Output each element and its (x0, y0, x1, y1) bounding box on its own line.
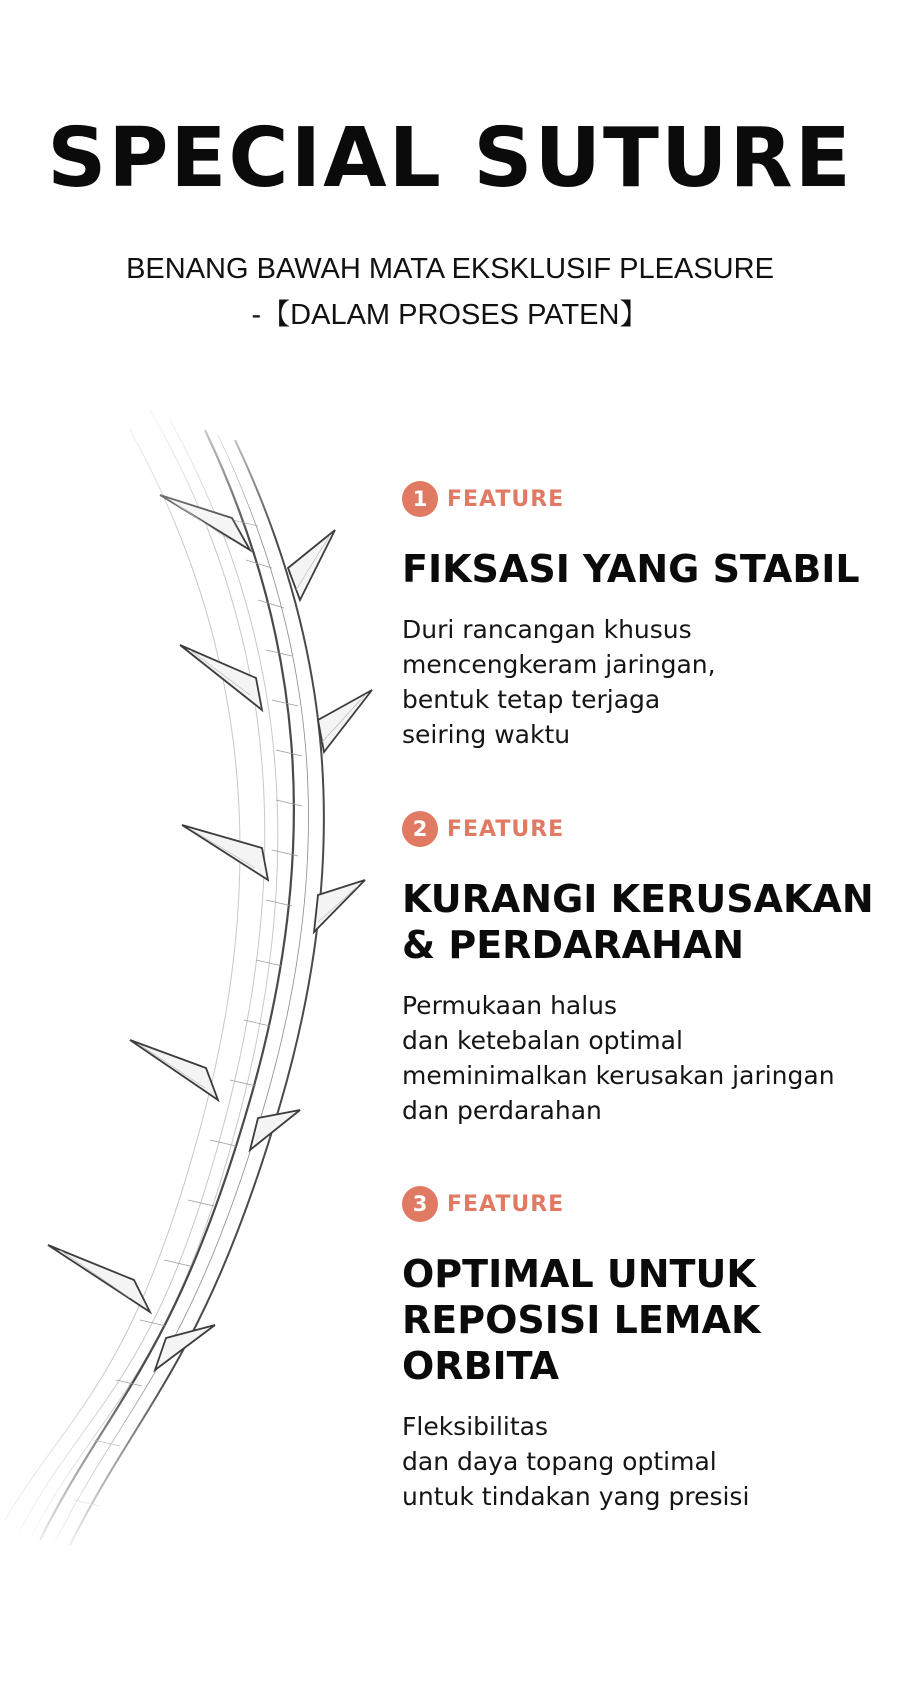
feature-description-line: Duri rancangan khusus (402, 615, 692, 644)
feature-tag (402, 810, 882, 848)
feature-heading (402, 1251, 882, 1389)
feature-label: FEATURE (447, 1191, 565, 1217)
page-subtitle (0, 246, 900, 338)
feature-heading-line: & PERDARAHAN (402, 923, 745, 967)
feature-description-line: mencengkeram jaringan, (402, 650, 716, 679)
feature-tag (402, 1185, 882, 1223)
feature-description (402, 988, 882, 1128)
feature-description-line: Fleksibilitas (402, 1412, 549, 1441)
feature-item-3 (402, 1185, 882, 1514)
feature-description-line: dan daya topang optimal (402, 1447, 717, 1476)
feature-description-line: Permukaan halus (402, 991, 618, 1020)
feature-heading-line: ORBITA (402, 1344, 560, 1388)
feature-label: FEATURE (447, 486, 565, 512)
feature-description-line: meminimalkan kerusakan jaringan (402, 1061, 835, 1090)
feature-number-badge: 3 (402, 1186, 438, 1222)
feature-description-line: bentuk tetap terjaga (402, 685, 661, 714)
feature-description-line: seiring waktu (402, 720, 571, 749)
feature-description (402, 1409, 882, 1514)
subtitle-line-1: BENANG BAWAH MATA EKSKLUSIF PLEASURE (126, 253, 774, 285)
feature-number-badge: 1 (402, 481, 438, 517)
feature-heading-line: KURANGI KERUSAKAN (402, 877, 874, 921)
feature-tag (402, 480, 882, 518)
feature-description-line: dan perdarahan (402, 1096, 602, 1125)
feature-heading-line: OPTIMAL UNTUK (402, 1252, 756, 1296)
feature-label: FEATURE (447, 816, 565, 842)
feature-number-badge: 2 (402, 811, 438, 847)
feature-description (402, 612, 882, 752)
feature-heading-line: FIKSASI YANG STABIL (402, 547, 860, 591)
feature-description-line: untuk tindakan yang presisi (402, 1482, 750, 1511)
page-title: SPECIAL SUTURE (47, 111, 853, 206)
feature-heading (402, 876, 882, 968)
feature-heading (402, 546, 882, 592)
feature-description-line: dan ketebalan optimal (402, 1026, 683, 1055)
feature-item-2 (402, 810, 882, 1128)
feature-heading-line: REPOSISI LEMAK (402, 1298, 761, 1342)
feature-item-1 (402, 480, 882, 752)
barbed-suture-sketch-icon (0, 400, 420, 1550)
subtitle-line-2: -【DALAM PROSES PATEN】 (251, 299, 649, 331)
